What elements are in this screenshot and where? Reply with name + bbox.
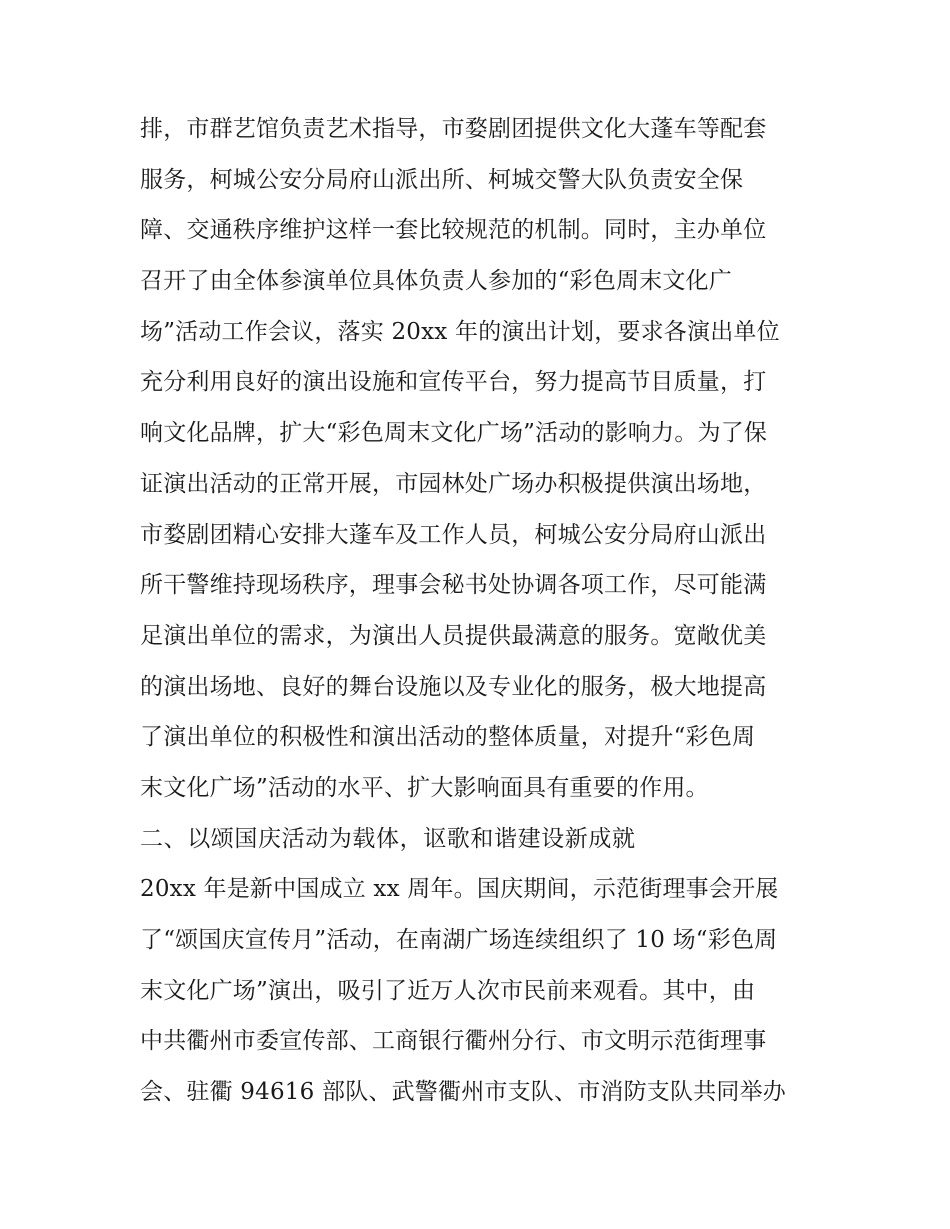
text-line: 中共衢州市委宣传部、工商银行衢州分行、市文明示范街理事 <box>140 1028 767 1055</box>
text-line: 所干警维持现场秩序，理事会秘书处协调各项工作，尽可能满 <box>140 572 767 599</box>
text-line: 20xx 年是新中国成立 xx 周年。国庆期间，示范街理事会开展 <box>140 876 779 903</box>
text-line: 场”活动工作会议，落实 20xx 年的演出计划，要求各演出单位 <box>140 318 780 345</box>
text-line: 了演出单位的积极性和演出活动的整体质量，对提升“彩色周 <box>140 724 756 751</box>
text-line: 末文化广场”活动的水平、扩大影响面具有重要的作用。 <box>140 774 709 801</box>
body-text <box>140 104 820 1118</box>
text-line: 召开了由全体参演单位具体负责人参加的“彩色周末文化广 <box>140 268 732 295</box>
text-line: 足演出单位的需求，为演出人员提供最满意的服务。宽敞优美 <box>140 622 767 649</box>
text-line: 充分利用良好的演出设施和宣传平台，努力提高节目质量，打 <box>140 369 767 396</box>
text-line: 末文化广场”演出，吸引了近万人次市民前来观看。其中，由 <box>140 977 756 1004</box>
text-line: 了“颂国庆宣传月”活动，在南湖广场连续组织了 10 场“彩色周 <box>140 927 778 953</box>
text-line: 证演出活动的正常开展，市园林处广场办积极提供演出场地， <box>140 470 767 497</box>
section-heading: 二、以颂国庆活动为载体，讴歌和谐建设新成就 <box>140 825 636 852</box>
text-line: 响文化品牌，扩大“彩色周末文化广场”活动的影响力。为了保 <box>140 420 768 447</box>
text-line: 障、交通秩序维护这样一套比较规范的机制。同时，主办单位 <box>140 217 767 244</box>
text-line: 会、驻衢 94616 部队、武警衢州市支队、市消防支队共同举办 <box>140 1079 786 1106</box>
text-line: 排，市群艺馆负责艺术指导，市婺剧团提供文化大蓬车等配套 <box>140 116 767 142</box>
text-line: 的演出场地、良好的舞台设施以及专业化的服务，极大地提高 <box>140 673 767 700</box>
text-line: 市婺剧团精心安排大蓬车及工作人员，柯城公安分局府山派出 <box>140 521 767 548</box>
text-line: 服务，柯城公安分局府山派出所、柯城交警大队负责安全保 <box>140 166 744 193</box>
